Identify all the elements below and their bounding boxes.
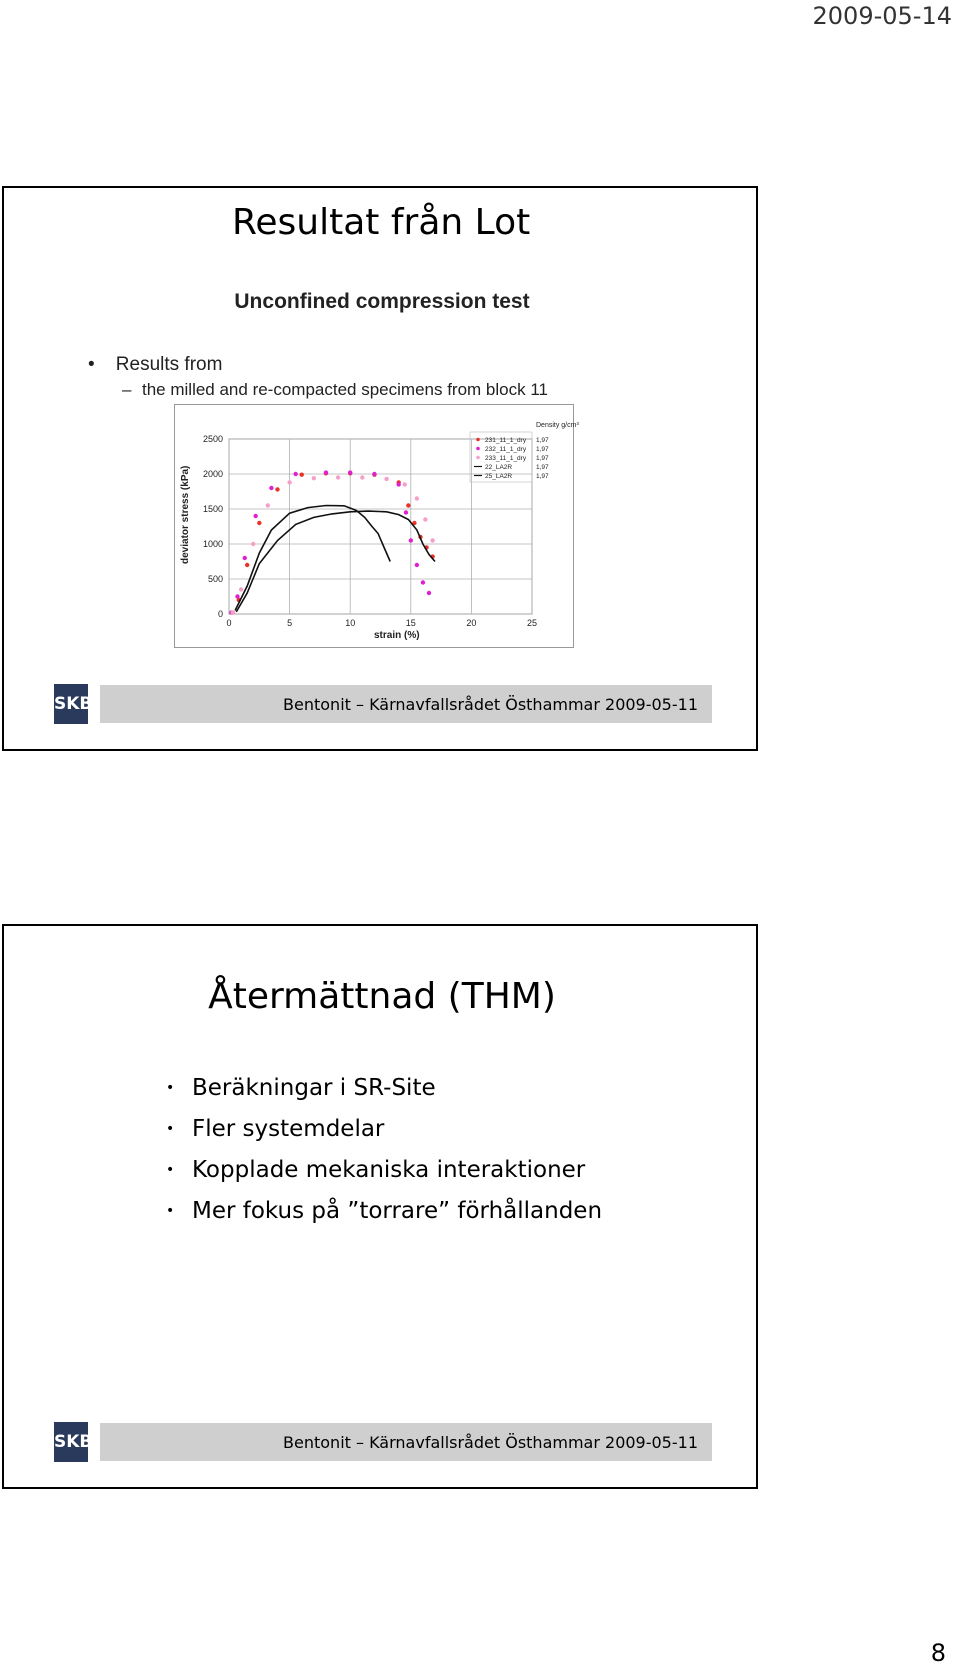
bullet-text: Kopplade mekaniska interaktioner [192,1157,586,1183]
legend-swatch [476,456,480,460]
data-point [300,473,304,477]
footer-text: Bentonit – Kärnavfallsrådet Östhammar 2009-05-11 [283,695,698,714]
skb-logo: SKB [54,684,88,724]
data-point [415,496,419,500]
footer-bar [100,1423,712,1461]
data-point [409,538,413,542]
x-axis-label: strain (%) [374,630,420,641]
y-tick-label: 1500 [202,504,223,514]
legend-label: 231_11_1_dry [485,437,527,444]
data-point [257,521,261,525]
data-point [403,482,407,486]
legend-density: 1,97 [536,446,549,453]
bullet-dot: • [166,1162,175,1178]
results-bullet-text: Results from [115,354,223,375]
data-point [230,610,234,614]
data-point [235,594,239,598]
bullet-item [164,1068,602,1109]
page-date: 2009-05-14 [812,2,952,30]
x-tick-label: 20 [466,618,477,628]
legend-label: 232_11_1_dry [485,446,527,453]
data-point [312,476,316,480]
data-point [251,542,255,546]
data-point [239,587,243,591]
bullet-dot: • [166,1121,175,1137]
y-tick-label: 500 [207,574,223,584]
bullet-text: Fler systemdelar [192,1116,385,1142]
data-point [404,510,408,514]
data-point [406,503,410,507]
y-tick-label: 0 [217,609,223,619]
data-point [266,503,270,507]
skb-logo: SKB [54,1422,88,1462]
results-bullet [88,354,222,376]
slide-resaturation [2,924,758,1489]
legend-density: 1,97 [536,473,549,480]
slide-results [2,186,758,751]
legend-density: 1,97 [536,437,549,444]
bullet-item [164,1150,602,1191]
x-tick-label: 0 [226,618,232,628]
slide-title: Resultat från Lot [232,202,531,243]
data-point [336,475,340,479]
footer-bar [100,685,712,723]
data-point [324,470,328,474]
data-point [269,486,273,490]
data-point [372,472,376,476]
bullet-item [164,1109,602,1150]
data-point [396,482,400,486]
results-sub-text: the milled and re-compacted specimens from block 11 [142,380,548,399]
data-point [427,591,431,595]
x-tick-label: 15 [405,618,416,628]
bullet-item [164,1191,602,1232]
bullet-list [164,1068,602,1232]
footer-text: Bentonit – Kärnavfallsrådet Östhammar 2009-05-11 [283,1433,698,1452]
x-tick-label: 10 [345,618,356,628]
y-tick-label: 2000 [202,469,223,479]
page-number: 8 [930,1639,946,1667]
bullet-text: Mer fokus på ”torrare” förhållanden [192,1198,603,1224]
dash-marker: – [122,380,132,399]
data-point [293,472,297,476]
slide-title: Återmättnad (THM) [208,976,556,1017]
x-tick-label: 25 [526,618,538,628]
y-tick-label: 2500 [202,434,223,444]
bullet-dot: • [166,1203,175,1219]
data-point [245,563,249,567]
legend-header: Density g/cm³ [536,422,579,429]
bullet-dot: • [166,1080,175,1096]
data-point [253,514,257,518]
data-point [421,580,425,584]
bullet-dot: • [88,354,116,375]
data-point [243,556,247,560]
legend-density: 1,97 [536,464,549,471]
y-axis-label: deviator stress (kPa) [180,465,191,564]
data-point [430,538,434,542]
data-point [415,563,419,567]
x-tick-label: 5 [287,618,293,628]
legend-swatch [476,447,480,451]
legend-swatch [476,438,480,442]
results-sub-bullet [122,380,548,400]
data-point [287,480,291,484]
legend-density: 1,97 [536,455,549,462]
data-point [360,475,364,479]
chart-heading: Unconfined compression test [234,290,530,313]
data-point [423,517,427,521]
legend-label: 22_LA2R [485,464,513,471]
bullet-text: Beräkningar i SR-Site [192,1075,436,1101]
stress-strain-chart [174,404,579,648]
legend-label: 233_11_1_dry [485,455,527,462]
data-point [348,470,352,474]
data-point [384,477,388,481]
legend-label: 25_LA2R [485,473,513,480]
y-tick-label: 1000 [202,539,223,549]
data-point [275,487,279,491]
